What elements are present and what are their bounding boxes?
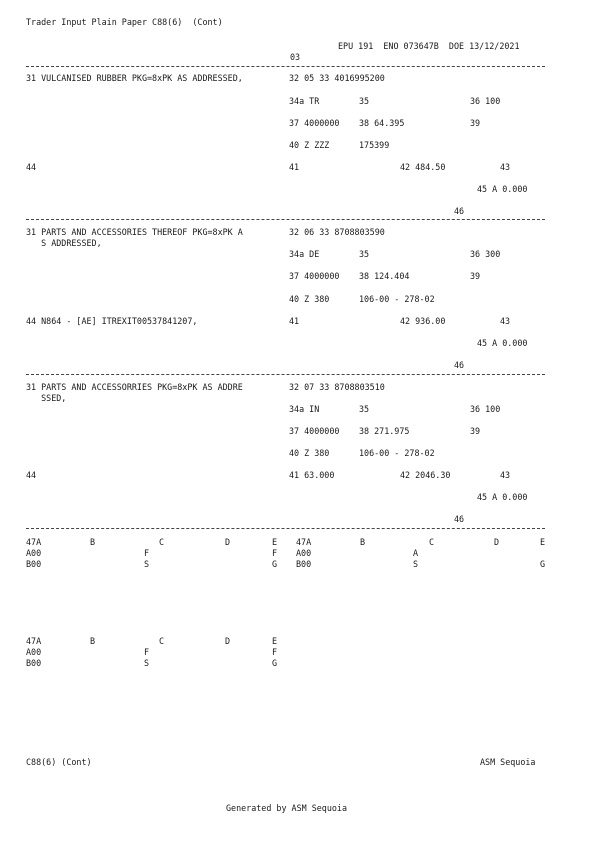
box-36: 36 300 bbox=[470, 249, 501, 259]
tax-col-b: B bbox=[90, 537, 96, 547]
tax-value: A bbox=[413, 548, 419, 558]
box-41: 41 bbox=[289, 316, 300, 326]
box-40-ref: 175399 bbox=[359, 140, 390, 150]
tax-col-c: C bbox=[429, 537, 435, 547]
document-title: Trader Input Plain Paper C88(6) (Cont) bbox=[26, 17, 223, 27]
tax-type-b00: B00 bbox=[26, 658, 42, 668]
box-37: 37 4000000 bbox=[289, 426, 340, 436]
tax-col-e: E bbox=[540, 537, 546, 547]
box-39: 39 bbox=[470, 118, 481, 128]
generated-by-note: Generated by ASM Sequoia bbox=[226, 803, 348, 813]
box-38-mass: 38 271.975 bbox=[359, 426, 410, 436]
box-45: 45 A 0.000 bbox=[477, 184, 528, 194]
tax-value: F bbox=[272, 548, 278, 558]
tax-col-e: E bbox=[272, 636, 278, 646]
box-43: 43 bbox=[500, 316, 511, 326]
tax-col-47a: 47A bbox=[296, 537, 312, 547]
tax-value: G bbox=[272, 559, 278, 569]
tax-col-d: D bbox=[494, 537, 500, 547]
footer-form-label: C88(6) (Cont) bbox=[26, 757, 92, 767]
reference-line: EPU 191 ENO 073647B DOE 13/12/2021 bbox=[338, 41, 520, 51]
box-34a-origin: 34a TR bbox=[289, 96, 320, 106]
tax-col-47a: 47A bbox=[26, 537, 42, 547]
item-description: 31 PARTS AND ACCESSORRIES PKG=8xPK AS ADDRE bbox=[26, 382, 243, 392]
box-44: 44 bbox=[26, 162, 37, 172]
box-35: 35 bbox=[359, 96, 370, 106]
box-37: 37 4000000 bbox=[289, 271, 340, 281]
box-40: 40 Z 380 bbox=[289, 294, 330, 304]
reference-line-2: 03 bbox=[290, 52, 301, 62]
item-description: 31 PARTS AND ACCESSORIES THEREOF PKG=8xPK A bbox=[26, 227, 243, 237]
tax-type-a00: A00 bbox=[26, 647, 42, 657]
tax-value: S bbox=[413, 559, 419, 569]
box-40-ref: 106-00 - 278-02 bbox=[359, 294, 435, 304]
tax-value: S bbox=[144, 559, 150, 569]
box-42-value: 42 484.50 bbox=[400, 162, 446, 172]
tax-type-b00: B00 bbox=[26, 559, 42, 569]
tax-type-b00: B00 bbox=[296, 559, 312, 569]
box-34a-origin: 34a DE bbox=[289, 249, 320, 259]
box-40: 40 Z ZZZ bbox=[289, 140, 330, 150]
tax-value: G bbox=[272, 658, 278, 668]
box-46: 46 bbox=[454, 206, 465, 216]
separator-rule bbox=[26, 219, 545, 220]
separator-rule bbox=[26, 374, 545, 375]
tax-col-d: D bbox=[225, 636, 231, 646]
item-description: 31 VULCANISED RUBBER PKG=8xPK AS ADDRESSED, bbox=[26, 73, 243, 83]
item-description-cont: SSED, bbox=[26, 393, 67, 403]
tax-value: G bbox=[540, 559, 546, 569]
box-41: 41 bbox=[289, 162, 300, 172]
box-32-commodity: 32 05 33 4016995200 bbox=[289, 73, 385, 83]
box-40-ref: 106-00 - 278-02 bbox=[359, 448, 435, 458]
box-34a-origin: 34a IN bbox=[289, 404, 320, 414]
tax-col-c: C bbox=[159, 537, 165, 547]
box-39: 39 bbox=[470, 271, 481, 281]
box-35: 35 bbox=[359, 404, 370, 414]
tax-value: S bbox=[144, 658, 150, 668]
box-36: 36 100 bbox=[470, 404, 501, 414]
box-37: 37 4000000 bbox=[289, 118, 340, 128]
box-38-mass: 38 124.404 bbox=[359, 271, 410, 281]
tax-type-a00: A00 bbox=[296, 548, 312, 558]
tax-col-e: E bbox=[272, 537, 278, 547]
tax-value: F bbox=[272, 647, 278, 657]
box-40: 40 Z 380 bbox=[289, 448, 330, 458]
tax-value: F bbox=[144, 647, 150, 657]
tax-type-a00: A00 bbox=[26, 548, 42, 558]
box-45: 45 A 0.000 bbox=[477, 492, 528, 502]
box-32-commodity: 32 06 33 8708803590 bbox=[289, 227, 385, 237]
box-43: 43 bbox=[500, 470, 511, 480]
box-38-mass: 38 64.395 bbox=[359, 118, 405, 128]
box-41: 41 63.000 bbox=[289, 470, 335, 480]
tax-col-b: B bbox=[90, 636, 96, 646]
box-35: 35 bbox=[359, 249, 370, 259]
box-45: 45 A 0.000 bbox=[477, 338, 528, 348]
separator-rule bbox=[26, 528, 545, 529]
box-39: 39 bbox=[470, 426, 481, 436]
footer-software-label: ASM Sequoia bbox=[480, 757, 536, 767]
box-32-commodity: 32 07 33 8708803510 bbox=[289, 382, 385, 392]
tax-col-d: D bbox=[225, 537, 231, 547]
tax-col-c: C bbox=[159, 636, 165, 646]
box-43: 43 bbox=[500, 162, 511, 172]
item-description-cont: S ADDRESSED, bbox=[26, 238, 102, 248]
tax-col-b: B bbox=[360, 537, 366, 547]
box-44: 44 bbox=[26, 470, 37, 480]
box-42-value: 42 2046.30 bbox=[400, 470, 451, 480]
tax-col-47a: 47A bbox=[26, 636, 42, 646]
separator-rule bbox=[26, 66, 545, 67]
box-46: 46 bbox=[454, 360, 465, 370]
box-36: 36 100 bbox=[470, 96, 501, 106]
box-42-value: 42 936.00 bbox=[400, 316, 446, 326]
tax-value: F bbox=[144, 548, 150, 558]
box-46: 46 bbox=[454, 514, 465, 524]
box-44: 44 N864 - [AE] ITREXIT00537841207, bbox=[26, 316, 198, 326]
